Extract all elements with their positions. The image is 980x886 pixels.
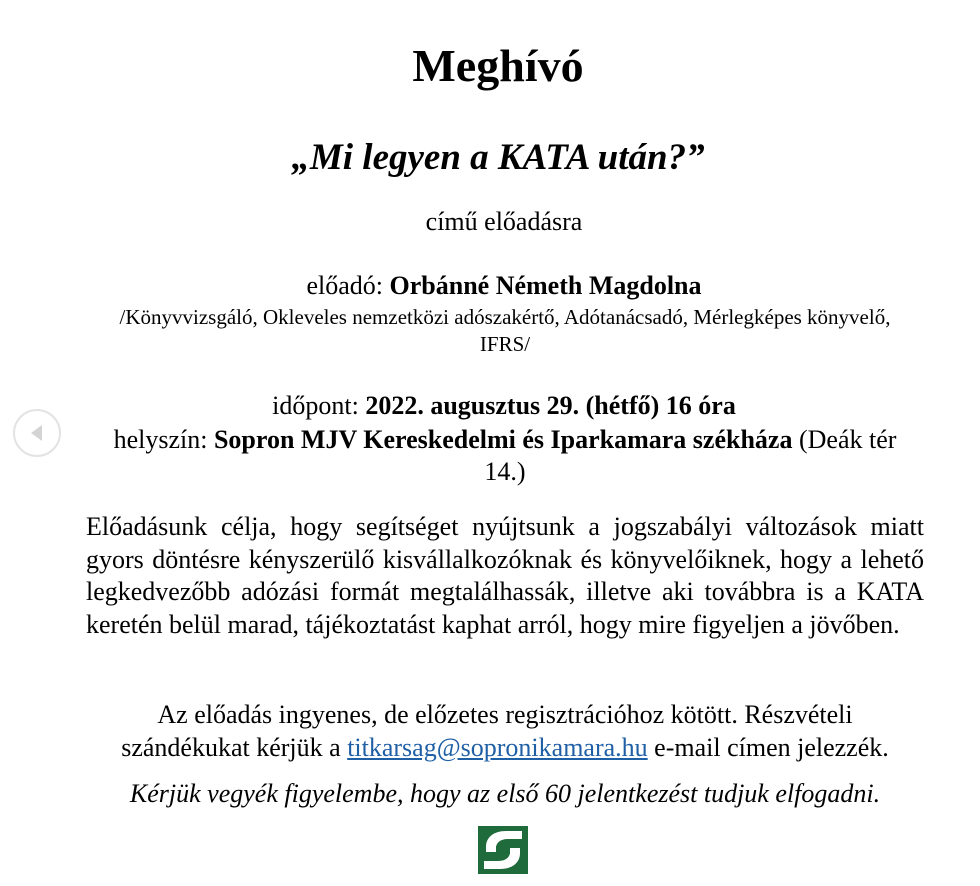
email-link[interactable]: titkarsag@sopronikamara.hu <box>347 733 648 762</box>
datetime-label: időpont: <box>272 391 366 420</box>
presenter-name: Orbánné Németh Magdolna <box>389 271 702 300</box>
venue-name: Sopron MJV Kereskedelmi és Iparkamara székháza <box>213 425 793 454</box>
datetime-line <box>0 390 980 422</box>
registration-text-before: Az előadás ingyenes, de előzetes regisztrációhoz kötött. Részvételi szándékukat kérjük a <box>121 700 853 762</box>
datetime-value: 2022. augusztus 29. (hétfő) 16 óra <box>365 391 736 420</box>
lecture-title: „Mi legyen a KATA után?” <box>291 137 705 178</box>
capacity-note: Kérjük vegyék figyelembe, hogy az első 60 jelentkezést tudjuk elfogadni. <box>129 779 881 808</box>
chevron-left-icon <box>15 411 59 455</box>
presenter-credentials: /Könyvvizsgáló, Okleveles nemzetközi adószakértő, Adótanácsadó, Mérlegképes könyvelő, IFRS/ <box>119 305 891 356</box>
registration-paragraph <box>90 698 920 764</box>
venue-line <box>90 424 920 488</box>
lecture-title-suffix: című előadásra <box>425 207 583 236</box>
previous-page-button[interactable] <box>13 409 61 457</box>
venue-address: (Deák tér 14.) <box>484 425 897 486</box>
page-title: Meghívó <box>412 40 584 91</box>
purpose-paragraph: Előadásunk célja, hogy segítséget nyújtsunk a jogszabályi változások miatt gyors döntésre kényszerülő kisvállalkozóknak és könyvelőiknek, hogy a lehető legkedvezőbb adózási formát megtalálhassák, illetve aki továbbra is a KATA keretén belül marad, tájékoztatást kaphat arról, hogy mire figyeljen a jövőben. <box>86 512 924 639</box>
registration-text-after: e-mail címen jelezzék. <box>647 733 889 762</box>
chamber-logo-icon <box>478 826 528 874</box>
venue-label: helyszín: <box>113 425 214 454</box>
presenter-line <box>0 270 980 302</box>
presenter-label: előadó: <box>306 271 390 300</box>
